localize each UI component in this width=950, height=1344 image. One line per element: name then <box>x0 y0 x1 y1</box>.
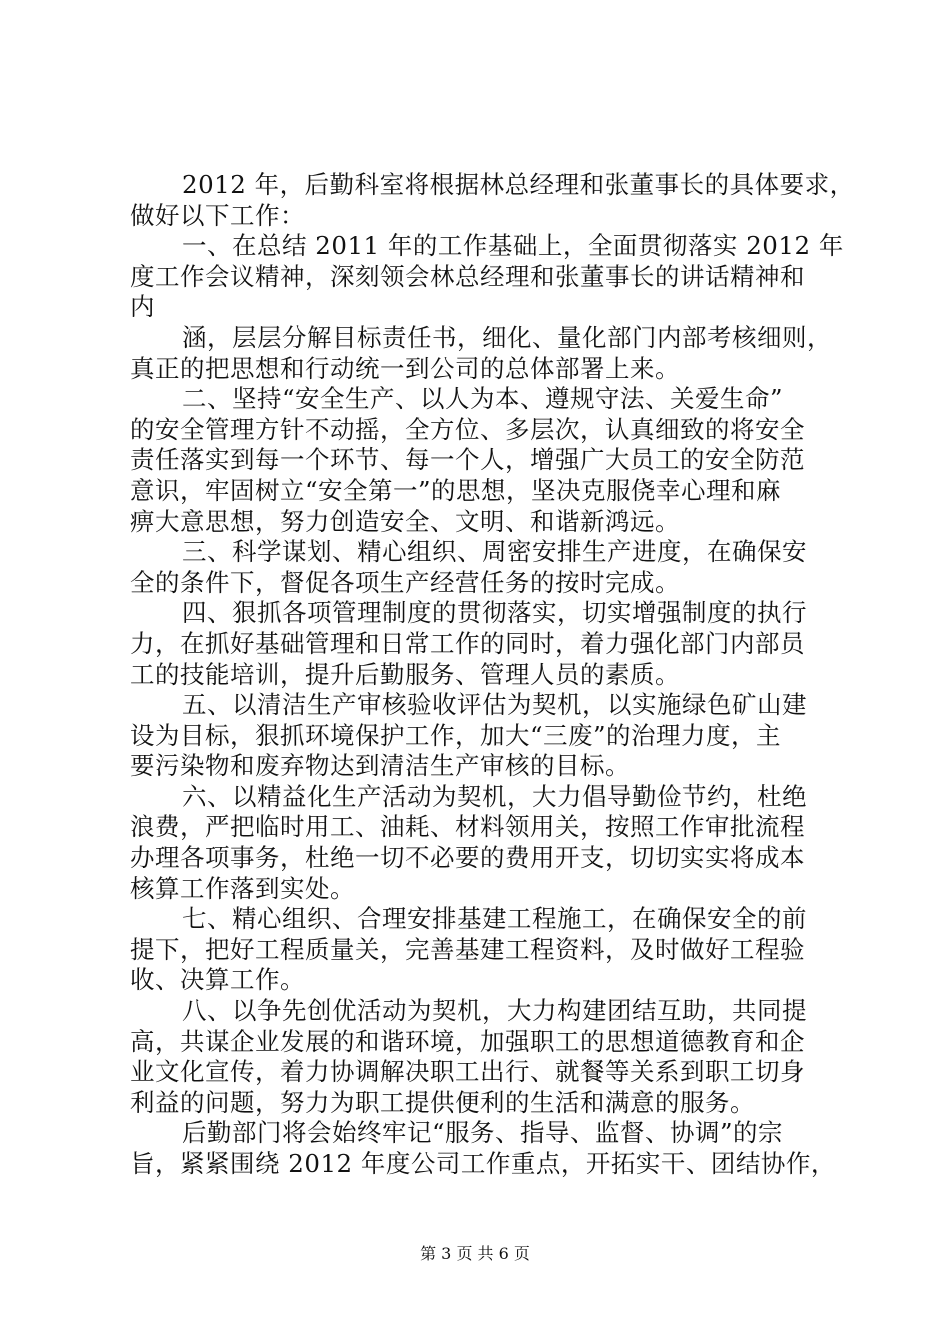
text-line: 核算工作落到实处。 <box>130 873 355 903</box>
text-line: 高，共谋企业发展的和谐环境，加强职工的思想道德教育和企 <box>130 1026 805 1056</box>
text-line: 二、坚持“安全生产、以人为本、遵规守法、关爱生命” <box>182 384 784 414</box>
text-line: 提下，把好工程质量关，完善基建工程资料，及时做好工程验 <box>130 934 805 964</box>
text-line: 设为目标，狠抓环境保护工作，加大“三废”的治理力度，主 <box>130 720 782 750</box>
text-line: 工的技能培训，提升后勤服务、管理人员的素质。 <box>130 659 680 689</box>
text-line: 七、精心组织、合理安排基建工程施工，在确保安全的前 <box>182 904 807 934</box>
text-line: 痹大意思想，努力创造安全、文明、和谐新鸿远。 <box>130 506 680 536</box>
text-line: 四、狠抓各项管理制度的贯彻落实，切实增强制度的执行 <box>182 598 807 628</box>
text-line: 办理各项事务，杜绝一切不必要的费用开支，切切实实将成本 <box>130 843 805 873</box>
text-line: 真正的把思想和行动统一到公司的总体部署上来。 <box>130 353 680 383</box>
text-line: 一、在总结 2011 年的工作基础上，全面贯彻落实 2012 年 <box>182 231 844 261</box>
text-line: 业文化宣传，着力协调解决职工出行、就餐等关系到职工切身 <box>130 1057 805 1087</box>
text-line: 八、以争先创优活动为契机，大力构建团结互助，共同提 <box>182 996 807 1026</box>
text-line: 全的条件下，督促各项生产经营任务的按时完成。 <box>130 567 680 597</box>
text-line: 做好以下工作： <box>130 200 305 230</box>
page-number-footer: 第 3 页 共 6 页 <box>420 1244 530 1263</box>
text-line: 要污染物和废弃物达到清洁生产审核的目标。 <box>130 751 630 781</box>
document-body <box>130 170 855 1180</box>
text-line: 五、以清洁生产审核验收评估为契机，以实施绿色矿山建 <box>182 690 807 720</box>
text-line: 的安全管理方针不动摇，全方位、多层次，认真细致的将安全 <box>130 414 805 444</box>
text-line: 后勤部门将会始终牢记“服务、指导、监督、协调”的宗 <box>182 1118 784 1148</box>
text-line: 利益的问题，努力为职工提供便利的生活和满意的服务。 <box>130 1087 755 1117</box>
text-line: 意识，牢固树立“安全第一”的思想，坚决克服侥幸心理和麻 <box>130 475 782 505</box>
text-line: 力，在抓好基础管理和日常工作的同时，着力强化部门内部员 <box>130 628 805 658</box>
text-line: 内 <box>130 292 155 322</box>
text-line: 收、决算工作。 <box>130 965 305 995</box>
text-line: 三、科学谋划、精心组织、周密安排生产进度，在确保安 <box>182 537 807 567</box>
text-line: 六、以精益化生产活动为契机，大力倡导勤俭节约，杜绝 <box>182 781 807 811</box>
text-line: 2012 年，后勤科室将根据林总经理和张董事长的具体要求， <box>182 170 855 199</box>
text-line: 度工作会议精神，深刻领会林总经理和张董事长的讲话精神和 <box>130 261 805 291</box>
text-line: 旨，紧紧围绕 2012 年度公司工作重点，开拓实干、团结协作， <box>130 1149 836 1178</box>
text-line: 涵，层层分解目标责任书，细化、量化部门内部考核细则， <box>182 322 832 352</box>
text-line: 浪费，严把临时用工、油耗、材料领用关，按照工作审批流程 <box>130 812 805 842</box>
text-line: 责任落实到每一个环节、每一个人，增强广大员工的安全防范 <box>130 445 805 475</box>
